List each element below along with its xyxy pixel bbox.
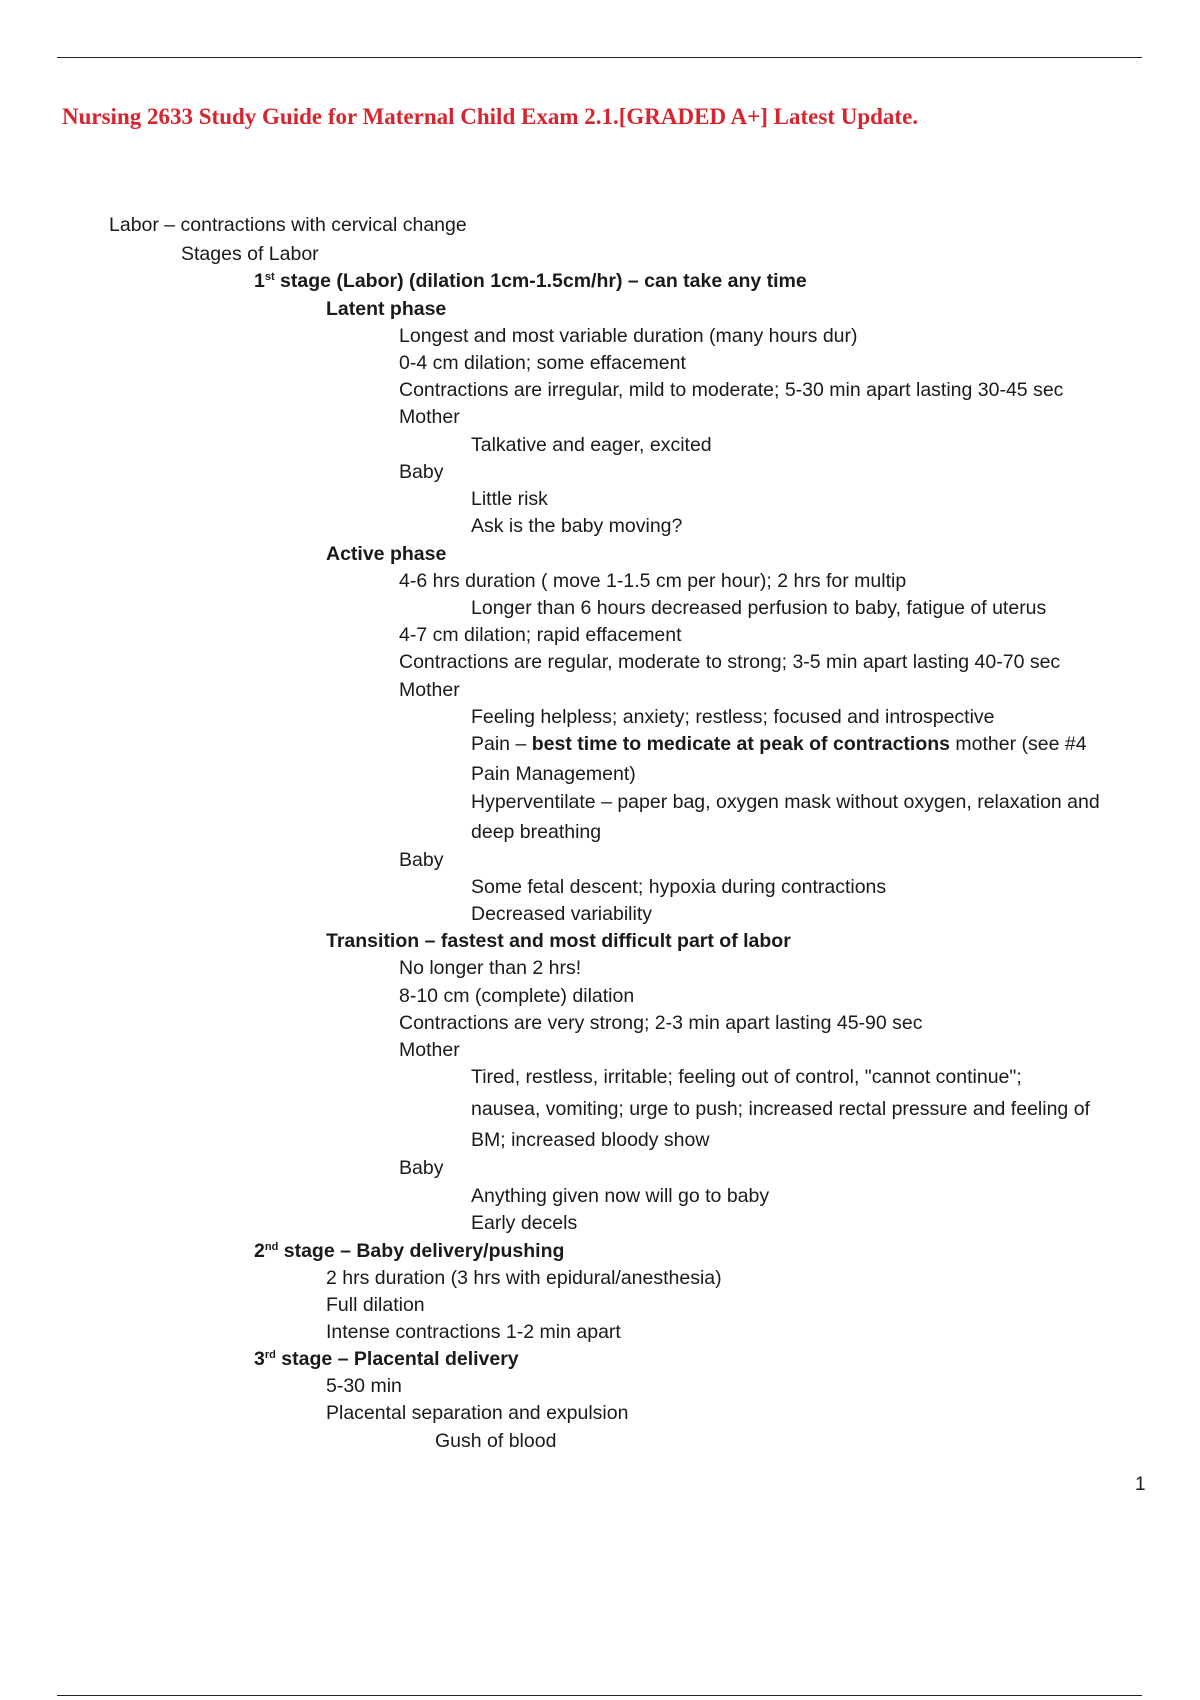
document-title: Nursing 2633 Study Guide for Maternal Child Exam 2.1.[GRADED A+] Latest Update.: [62, 104, 919, 129]
footer-rule: [57, 1695, 1142, 1696]
page-number: 1: [1135, 1474, 1146, 1495]
header-rule: [57, 57, 1142, 58]
